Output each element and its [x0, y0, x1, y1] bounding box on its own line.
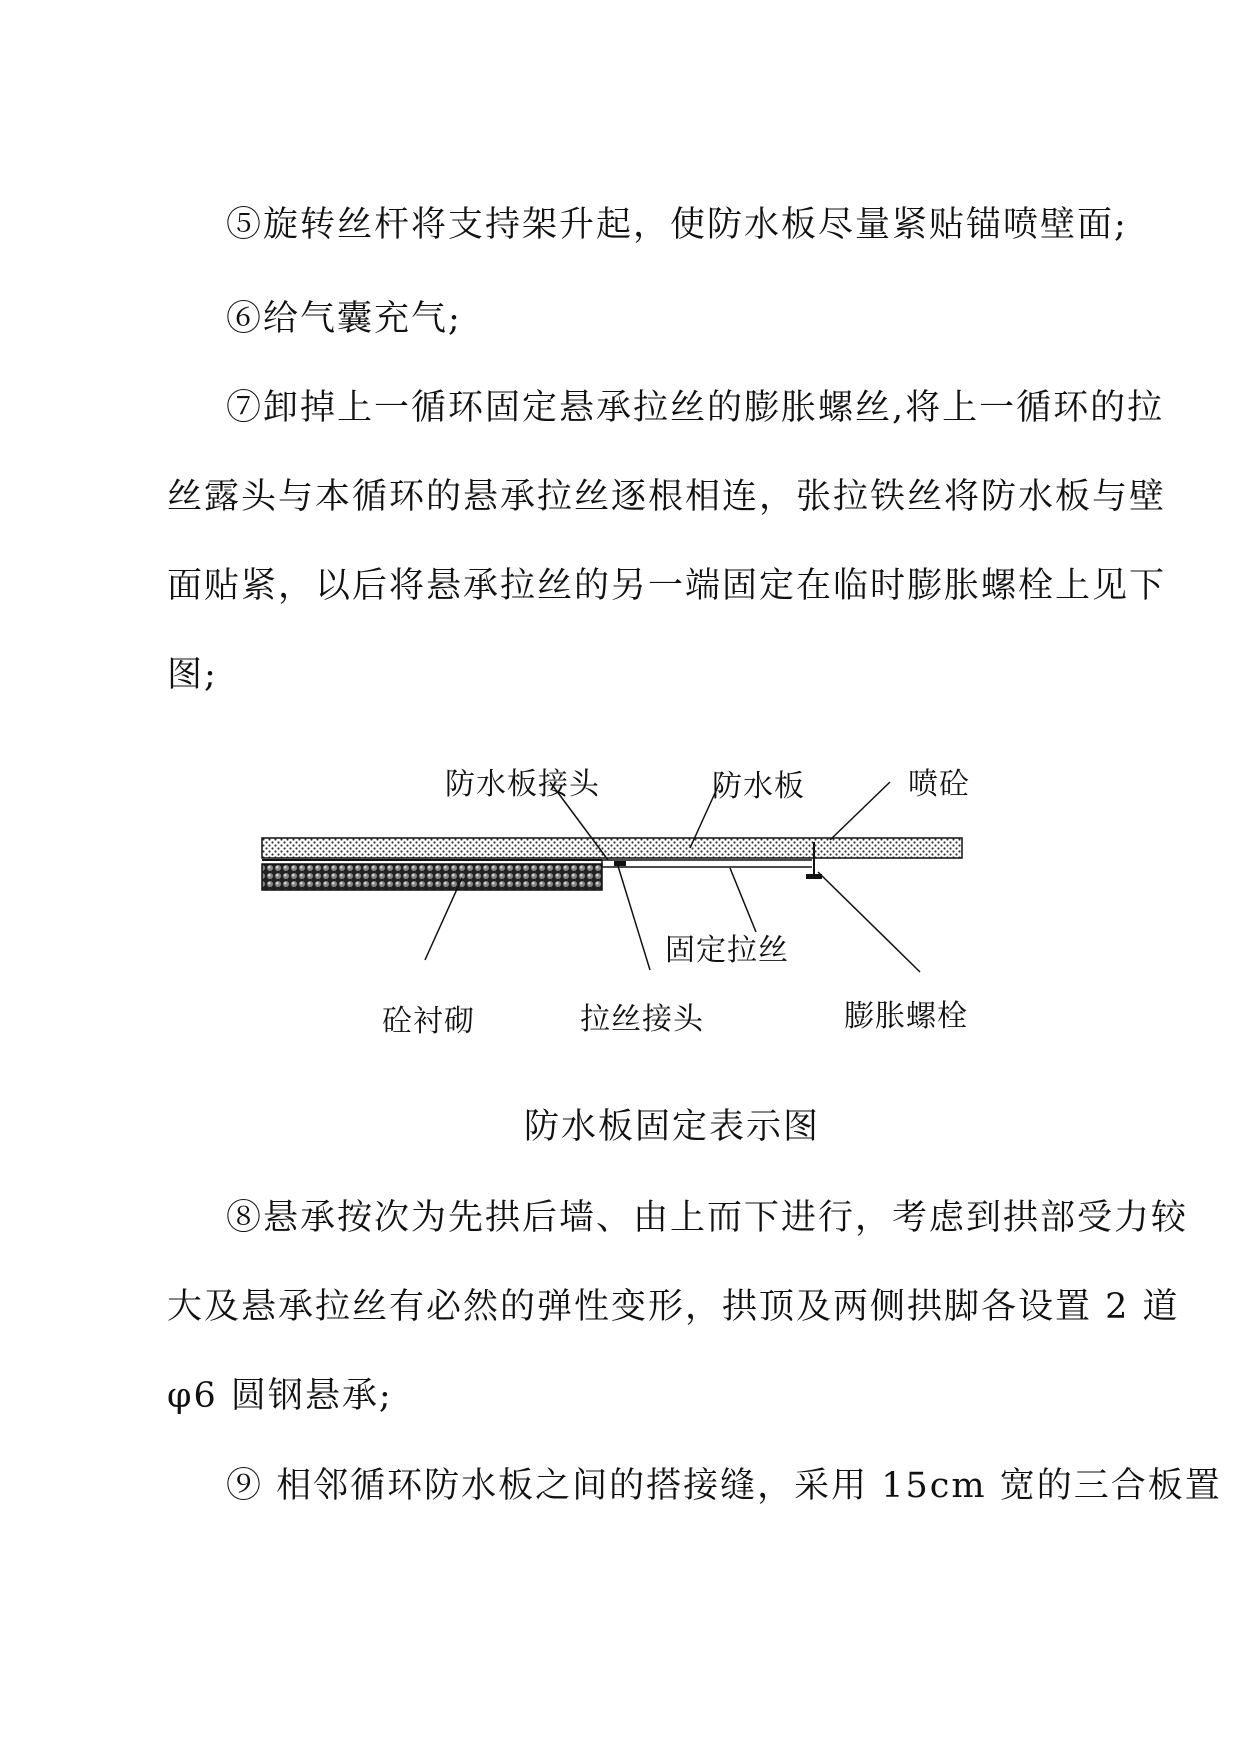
wire-joint-mark — [614, 861, 626, 866]
paragraph-8-line-1: ⑧悬承按次为先拱后墙、由上而下进行，考虑到拱部受力较 — [226, 1198, 1189, 1238]
label-shotcrete: 喷砼 — [908, 767, 970, 802]
leader-shotcrete — [830, 782, 890, 840]
label-wire-joint: 拉丝接头 — [580, 1002, 704, 1037]
label-fixing-wire: 固定拉丝 — [665, 933, 789, 968]
label-concrete-lining: 砼衬砌 — [382, 1004, 475, 1039]
expansion-bolt-head — [806, 874, 822, 879]
shotcrete-layer — [262, 838, 962, 858]
paragraph-8-line-3: φ6 圆钢悬承; — [167, 1376, 393, 1416]
paragraph-9-line-1: ⑨ 相邻循环防水板之间的搭接缝，采用 15cm 宽的三合板置 — [226, 1466, 1222, 1506]
paragraph-6: ⑥给气囊充气; — [226, 299, 462, 339]
paragraph-7-line-3: 面贴紧，以后将悬承拉丝的另一端固定在临时膨胀螺栓上见下 — [167, 566, 1167, 606]
leader-fixing-wire — [730, 868, 756, 932]
concrete-lining-layer — [262, 864, 602, 890]
paragraph-5: ⑤旋转丝杆将支持架升起，使防水板尽量紧贴锚喷壁面; — [226, 205, 1128, 245]
paragraph-7-line-4: 图; — [167, 655, 218, 695]
leader-expansion-bolt — [818, 872, 920, 972]
leader-wire-joint — [618, 866, 650, 970]
paragraph-8-line-2: 大及悬承拉丝有必然的弹性变形，拱顶及两侧拱脚各设置 2 道 — [167, 1287, 1180, 1327]
figure-caption: 防水板固定表示图 — [524, 1107, 821, 1147]
label-waterproof-board: 防水板 — [712, 769, 805, 804]
label-board-joint: 防水板接头 — [445, 767, 600, 802]
paragraph-7-line-1: ⑦卸掉上一循环固定悬承拉丝的膨胀螺丝,将上一循环的拉 — [226, 388, 1165, 428]
label-expansion-bolt: 膨胀螺栓 — [844, 999, 968, 1034]
paragraph-7-line-2: 丝露头与本循环的悬承拉丝逐根相连，张拉铁丝将防水板与壁 — [167, 477, 1167, 517]
